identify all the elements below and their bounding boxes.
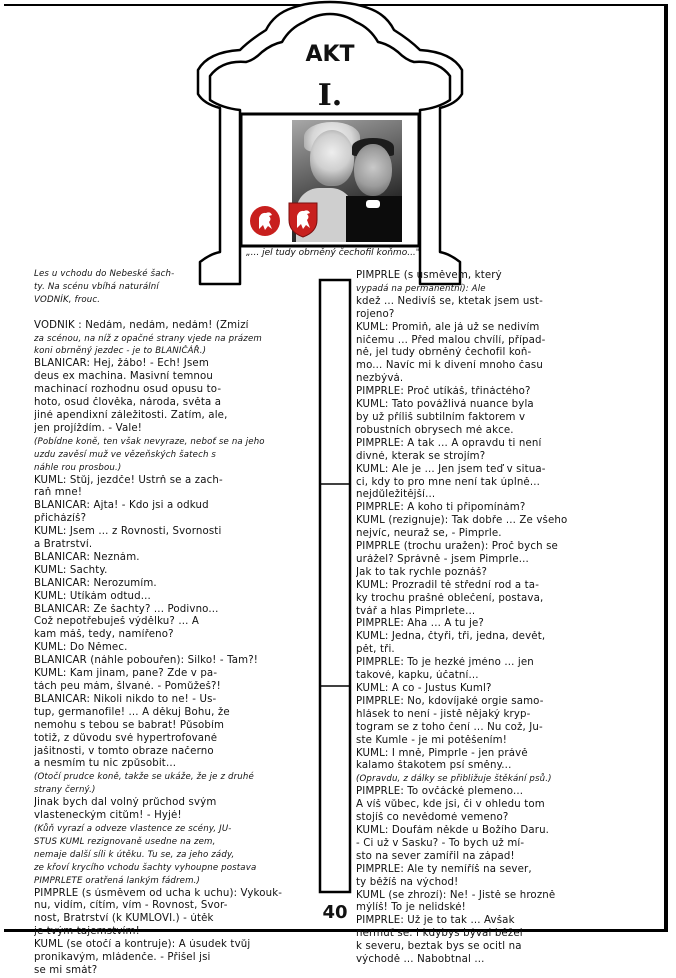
text-line: urážel? Správně - jsem Pimprle...: [356, 553, 529, 565]
text-line: PIMPRLE: No, kdovíjaké orgie samo-: [356, 695, 544, 707]
text-line: KUML: Stůj, jezdče! Ustrň se a zach-: [34, 474, 223, 486]
text-line: KUML: Utíkám odtud...: [34, 590, 151, 602]
text-line: hoto, osud člověka, národa, světa a: [34, 397, 222, 409]
text-line: Což nepotřebuješ výdělku? ... A: [34, 616, 200, 628]
photo-caption: „... jel tudy obrněný čechofil koňmo...": [246, 248, 420, 258]
text-line: jašitnosti, v tomto obraze načerno: [34, 745, 214, 757]
text-line: VODNÍK : Nedám, nedám, nedám! (Zmizí: [34, 319, 249, 331]
text-line: nermuť se. I kdybys býval běžel: [356, 928, 523, 940]
text-line: a Bratrství.: [34, 539, 93, 551]
text-line: nejvíc, neuraž se, - Pimprle.: [356, 528, 502, 540]
act-number: I.: [317, 78, 343, 113]
text-line: ky trochu prašné oblečení, postava,: [356, 592, 544, 604]
text-line: nemohu s tebou se babrat! Působím: [34, 719, 225, 731]
text-line: se mi smát?: [34, 964, 98, 976]
text-line: je tvým tajemstvím!: [34, 926, 140, 938]
text-line: BLANIČÁŘ: Nerozumím.: [34, 577, 157, 589]
text-line: totiž, z důvodu své hypertrofované: [34, 732, 218, 744]
text-line: (Opravdu, z dálky se přibližuje štěkání psů.): [356, 774, 552, 785]
text-line: KUML: Promiň, ale já už se nedivím: [356, 321, 540, 333]
text-line: PIMPRLE: A koho ti připomínám?: [356, 502, 526, 514]
text-line: strany černý.): [34, 785, 96, 796]
text-line: ty běžíš na východ!: [356, 876, 459, 888]
text-line: KUML (se otočí a kontruje): A úsudek tvůj: [34, 939, 251, 951]
text-line: togram se z toho čení ... Nu což, Ju-: [356, 721, 543, 733]
text-line: ze křoví krycího vchodu šachty vyhoupne postava: [34, 862, 257, 873]
lion-crest-round-icon: [248, 202, 282, 240]
text-line: BLANIČÁŘ: Ze šachty? ... Podivno...: [34, 603, 219, 615]
text-line: nezbývá.: [356, 373, 404, 385]
text-line: VODNÍK, frouc.: [34, 294, 101, 305]
text-line: ničemu ... Před malou chvílí, případ-: [356, 334, 546, 346]
text-line: ně, jel tudy obrněný čechofil koň-: [356, 347, 532, 359]
right-text-column: [356, 270, 644, 967]
text-line: Jak to tak rychle poznáš?: [356, 566, 488, 578]
text-line: nu, vidím, cítím, vím - Rovnost, Svor-: [34, 900, 228, 912]
text-line: pronikavým, mládenče. - Přišel jsi: [34, 952, 211, 964]
text-line: nemaje další síli k útěku. Tu se, za jeho zády,: [34, 849, 235, 860]
text-line: vlasteneckým citům! - Hyjé!: [34, 810, 182, 822]
text-line: STUS KUML rezignovaně usedne na zem,: [34, 836, 216, 847]
text-line: BLANIČÁŘ: Nikoli nikdo to ne! - Us-: [34, 693, 217, 705]
text-line: [34, 307, 318, 320]
text-line: (Otočí prudce koně, takže se ukáže, že je z druhé: [34, 772, 254, 783]
text-line: BLANIČÁŘ: Hej, žábo! - Ech! Jsem: [34, 358, 209, 370]
text-line: PIMPRLE: Už je to tak ... Avšak: [356, 915, 515, 927]
text-line: raň mne!: [34, 487, 83, 499]
text-line: BLANIČÁŘ: Ajta! - Kdo jsi a odkud: [34, 500, 209, 512]
text-line: jen projíždím. - Vale!: [34, 422, 142, 434]
text-line: deus ex machina. Masivní temnou: [34, 371, 214, 383]
text-line: mýlíš! To je nelidské!: [356, 902, 466, 914]
text-line: PIMPRLE (trochu uražen): Proč bych se: [356, 541, 558, 553]
text-line: KUML: Doufám někde u Božího Daru.: [356, 824, 550, 836]
text-line: PIMPRLE: To je hezké jméno ... jen: [356, 657, 534, 669]
text-line: KUML (rezignuje): Tak dobře ... Ze všeho: [356, 515, 568, 527]
text-line: Les u vchodu do Nebeské šach-: [34, 269, 175, 279]
text-line: mo... Navíc mi k divení mnoho času: [356, 360, 543, 372]
text-line: PIMPRLE (s úsměvem, který: [356, 270, 502, 281]
text-line: a nesmím tu nic způsobit...: [34, 758, 177, 770]
text-line: KUML: Jsem ... z Rovnosti, Svornosti: [34, 526, 222, 538]
text-line: za scénou, na níž z opačné strany vjede na prázem: [34, 333, 262, 344]
text-line: KUML: I mně, Pimprle - jen právě: [356, 747, 528, 759]
lion-crest-shield-icon: [286, 200, 320, 238]
text-line: sto na sever zamířil na západ!: [356, 850, 515, 862]
text-line: (Pobídne koně, ten však nevyraze, neboť se na jeho: [34, 436, 265, 447]
text-line: A víš vůbec, kde jsi, či v ohledu tom: [356, 799, 545, 811]
text-line: PIMPRLE: Ale ty nemíříš na sever,: [356, 863, 532, 875]
text-line: k severu, beztak bys se ocitl na: [356, 941, 522, 953]
text-line: ty. Na scénu vbíhá naturální: [34, 281, 159, 292]
text-line: nost, Bratrství (k KUMLOVI.) - útěk: [34, 913, 214, 925]
text-line: přicházíš?: [34, 513, 87, 525]
text-line: pět, tři.: [356, 644, 395, 656]
page-number: 40: [322, 902, 348, 923]
text-line: KUML: Šachty.: [34, 564, 108, 576]
text-line: kdež ... Nedivíš se, ktetak jsem ust-: [356, 295, 543, 307]
text-line: PIMPRLETE oratřená lankým fádrem.): [34, 875, 200, 886]
text-line: náhle rou prosbou.): [34, 462, 122, 473]
text-line: machinací rozhodnu osud opusu to-: [34, 384, 222, 396]
text-line: KUML (se zhrozí): Ne! - Jistě se hrozně: [356, 889, 556, 901]
text-line: ci, kdy to pro mne není tak úplně...: [356, 476, 541, 488]
text-line: stojíš co nevědomé vemeno?: [356, 812, 509, 824]
text-line: PIMPRLE: A tak ... A opravdu ti není: [356, 437, 542, 449]
text-line: kam máš, tedy, namířeno?: [34, 629, 174, 641]
text-line: tvář a hlas Pimprlete...: [356, 605, 476, 617]
text-line: KUML: A co - Justus Kuml?: [356, 683, 492, 694]
text-line: PIMPRLE: To ovčácké plemeno...: [356, 786, 524, 798]
text-line: (Kůň vyrazí a odveze vlastence ze scény, JU-: [34, 823, 232, 834]
text-line: vypadá na permanentní): Ale: [356, 283, 486, 294]
text-line: takové, kapku, účatní...: [356, 670, 479, 682]
text-line: KUML: Do Němec.: [34, 642, 128, 654]
text-line: ste Kumle - je mi potěšením!: [356, 734, 507, 746]
text-line: východě ... Nabobtnal ...: [356, 954, 485, 966]
text-line: jiné apendixní záležitosti. Zatím, ale,: [34, 409, 228, 421]
text-line: nejdůležitější...: [356, 489, 436, 501]
text-line: BLANIČÁŘ: Neznám.: [34, 551, 140, 563]
text-line: tách peu mám, šlvané. - Pomůžeš?!: [34, 681, 221, 692]
text-line: PIMPRLE: Proč utíkáš, třináctého?: [356, 386, 531, 398]
text-line: - Či už v Sasku? - To bych už mí-: [356, 837, 525, 849]
text-line: KUML: Prozradil tě střední rod a ta-: [356, 579, 540, 591]
text-line: PIMPRLE (s úsměvem od ucha k uchu): Vykouk-: [34, 887, 283, 899]
act-label: AKT: [305, 42, 355, 67]
text-line: KUML: Tato povážlivá nuance byla: [356, 399, 534, 411]
text-line: BLANIČÁŘ (náhle pobouřen): Šilko! - Tam?!: [34, 655, 259, 667]
text-line: Jinak bych dal volný průchod svým: [34, 797, 217, 809]
text-line: by už příliš subtilním faktorem v: [356, 411, 526, 423]
text-line: kalamo štakotem psí směny...: [356, 760, 512, 772]
text-line: divné, kterak se strojím?: [356, 450, 486, 462]
text-line: KUML: Kam jinam, pane? Zde v pa-: [34, 668, 218, 680]
text-line: KUML: Ale je ... Jen jsem teď v situa-: [356, 463, 546, 475]
text-line: rojeno?: [356, 308, 395, 320]
text-line: hlásek to není - jistě nějaký kryp-: [356, 708, 531, 720]
text-line: uzdu zavěsí muž ve vězeňských šatech s: [34, 449, 217, 460]
text-line: koni obrněný jezdec - je to BLANIČÁŘ.): [34, 346, 207, 357]
text-line: tup, germanofile! ... A děkuj Bohu, že: [34, 706, 230, 718]
left-text-column: [34, 268, 318, 978]
text-line: robustních obrysech mé akce.: [356, 424, 514, 436]
text-line: PIMPRLE: Aha ... A tu je?: [356, 618, 484, 630]
text-line: KUML: Jedna, čtyři, tři, jedna, devět,: [356, 631, 546, 643]
